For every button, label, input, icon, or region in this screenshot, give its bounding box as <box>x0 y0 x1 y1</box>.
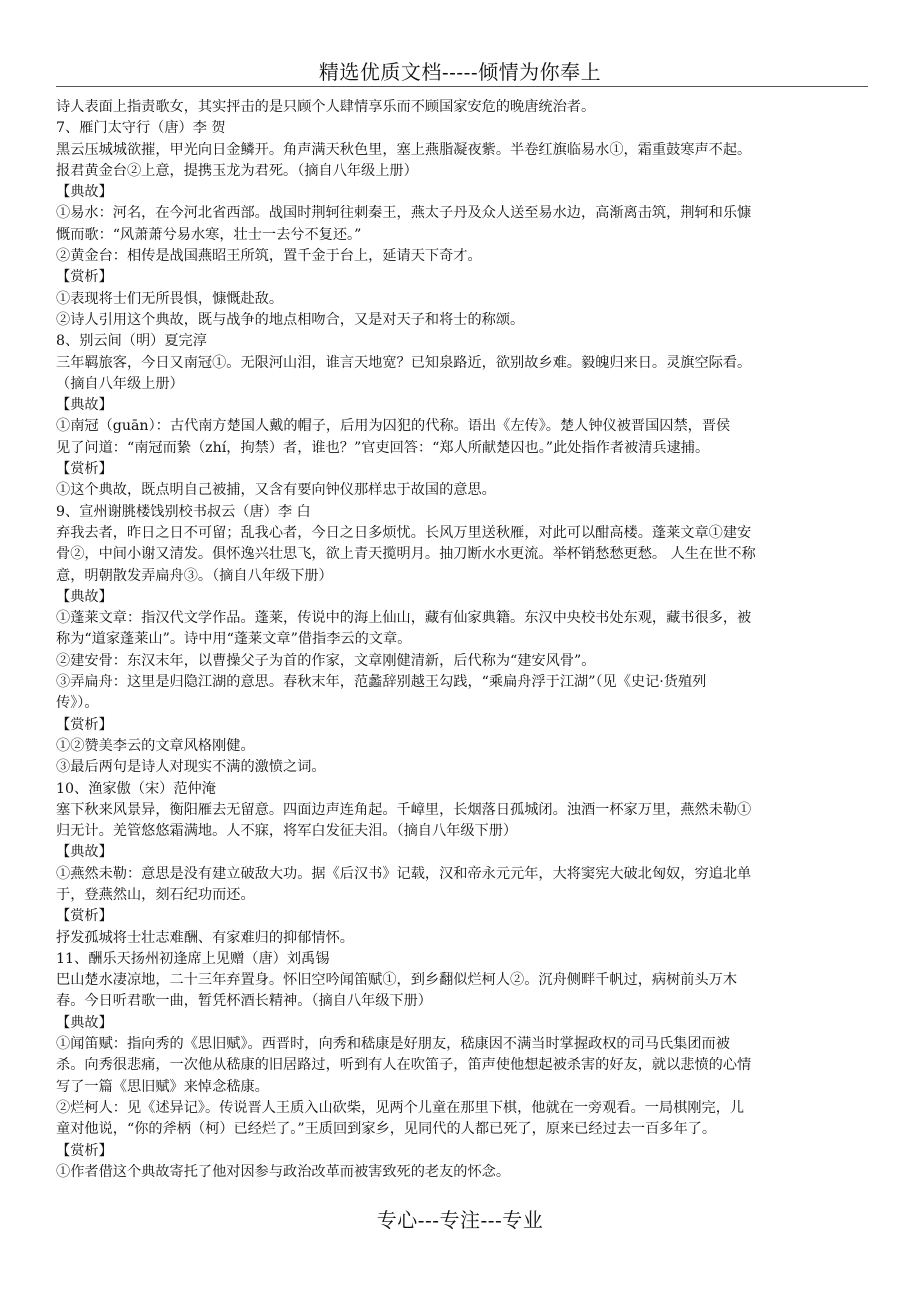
page-footer-text: 专心---专注---专业 <box>376 1208 544 1232</box>
text-line: ①表现将士们无所畏惧，慷慨赴敌。 <box>56 290 284 307</box>
text-line: 童对他说，“你的斧柄（柯）已经烂了。”王质回到家乡，见同代的人都已死了，原来已经过去一百多年了。 <box>56 1121 717 1138</box>
text-line: 【典故】 <box>56 844 113 861</box>
text-line: ②黄金台：相传是战国燕昭王所筑，置千金于台上，延请天下奇才。 <box>56 248 482 265</box>
text-line: 传》）。 <box>56 695 99 712</box>
text-line: 意，明朝散发弄扁舟③。（摘自八年级下册） <box>56 567 333 584</box>
text-line: ①南冠（guān）：古代南方楚国人戴的帽子，后用为囚犯的代称。语出《左传》。楚人钟仪被晋国囚禁，晋侯 <box>56 418 731 435</box>
text-line: 黑云压城城欲摧，甲光向日金鳞开。角声满天秋色里，塞上燕脂凝夜紫。半卷红旗临易水①，霜重鼓寒声不起。 <box>56 141 752 158</box>
text-line: （摘自八年级上册） <box>56 375 184 392</box>
text-line: ②烂柯人：见《述异记》。传说晋人王质入山砍柴，见两个儿童在那里下棋，他就在一旁观看。一局棋刚完，儿 <box>56 1099 745 1116</box>
text-line: 【赏析】 <box>56 716 113 733</box>
text-line: ③最后两句是诗人对现实不满的激愤之词。 <box>56 759 326 776</box>
text-line: 归无计。羌管悠悠霜满地。人不寐，将军白发征夫泪。（摘自八年级下册） <box>56 823 518 840</box>
document-body <box>56 97 868 1183</box>
text-line: 三年羁旅客，今日又南冠①。无限河山泪，谁言天地宽？已知泉路近，欲别故乡难。毅魄归来日。灵旗空际看。 <box>56 354 752 371</box>
text-line: 春。今日听君歌一曲，暂凭杯酒长精神。（摘自八年级下册） <box>56 993 432 1010</box>
text-line: 抒发孤城将士壮志难酬、有家难归的抑郁情怀。 <box>56 929 354 946</box>
text-line: ②建安骨：东汉末年，以曹操父子为首的作家，文章刚健清新，后代称为“建安风骨”。 <box>56 652 596 669</box>
text-line: ①作者借这个典故寄托了他对因参与政治改革而被害致死的老友的怀念。 <box>56 1163 511 1180</box>
text-line: 【典故】 <box>56 397 113 414</box>
text-line: 【赏析】 <box>56 269 113 286</box>
text-line: 【赏析】 <box>56 908 113 925</box>
header-divider <box>56 86 868 87</box>
text-line: ①易水：河名，在今河北省西部。战国时荆轲往刺秦王，燕太子丹及众人送至易水边，高渐离击筑，荆轲和乐慷 <box>56 205 752 222</box>
text-line: 见了问道：“南冠而絷（zhí，拘禁）者，谁也？”官吏回答：“郑人所献楚囚也。”此处指作者被清兵逮捕。 <box>56 439 710 456</box>
page-header-title: 精选优质文档-----倾情为你奉上 <box>318 60 602 84</box>
text-line: 【典故】 <box>56 1014 113 1031</box>
text-line: ①燕然未勒：意思是没有建立破敌大功。据《后汉书》记载，汉和帝永元元年，大将窦宪大破北匈奴，穷追北单 <box>56 865 752 882</box>
text-line: 塞下秋来风景异，衡阳雁去无留意。四面边声连角起。千嶂里，长烟落日孤城闭。浊酒一杯家万里，燕然未勒① <box>56 801 752 818</box>
text-line: 【赏析】 <box>56 461 113 478</box>
text-line: 杀。向秀很悲痛，一次他从嵇康的旧居路过，听到有人在吹笛子，笛声使他想起被杀害的好友，就以悲愤的心情 <box>56 1057 752 1074</box>
text-line: 骨②，中间小谢又清发。俱怀逸兴壮思飞，欲上青天揽明月。抽刀断水水更流。举杯销愁愁更愁。 人生在世不称 <box>56 546 756 563</box>
text-line: ③弄扁舟：这里是归隐江湖的意思。春秋末年，范蠡辞别越王勾践，“乘扁舟浮于江湖”（见《史记·货殖列 <box>56 674 707 691</box>
text-line: 报君黄金台②上意，提携玉龙为君死。（摘自八年级上册） <box>56 162 418 179</box>
text-line: 诗人表面上指责歌女，其实抨击的是只顾个人肆情享乐而不顾国家安危的晚唐统治者。 <box>56 99 596 115</box>
text-line: 11、酬乐天扬州初逢席上见赠（唐）刘禹锡 <box>56 950 330 967</box>
text-line: 【赏析】 <box>56 1142 113 1159</box>
text-line: ①闻笛赋：指向秀的《思旧赋》。西晋时，向秀和嵇康是好朋友，嵇康因不满当时掌握政权的司马氏集团而被 <box>56 1036 730 1053</box>
text-line: ②诗人引用这个典故，既与战争的地点相吻合，又是对天子和将士的称颂。 <box>56 311 525 328</box>
text-line: 【典故】 <box>56 184 113 201</box>
text-line: ①②赞美李云的文章风格刚健。 <box>56 737 255 754</box>
text-line: 于，登燕然山，刻石纪功而还。 <box>56 886 255 903</box>
text-line: 10、渔家傲（宋）范仲淹 <box>56 780 216 797</box>
text-line: 7、雁门太守行（唐）李 贺 <box>56 120 226 137</box>
text-line: 写了一篇《思旧赋》来悼念嵇康。 <box>56 1078 269 1095</box>
text-line: 8、别云间（明）夏完淳 <box>56 333 207 350</box>
text-line: 弃我去者，昨日之日不可留；乱我心者，今日之日多烦忧。长风万里送秋雁，对此可以酣高楼。蓬莱文章①建安 <box>56 524 752 541</box>
text-line: 巴山楚水凄凉地，二十三年弃置身。怀旧空吟闻笛赋①，到乡翻似烂柯人②。沉舟侧畔千帆过，病树前头万木 <box>56 972 738 989</box>
text-line: ①蓬莱文章：指汉代文学作品。蓬莱，传说中的海上仙山，藏有仙家典籍。东汉中央校书处东观，藏书很多，被 <box>56 610 752 627</box>
text-line: 9、宣州谢朓楼饯别校书叔云（唐）李 白 <box>56 503 311 520</box>
text-line: ①这个典故，既点明自己被捕，又含有要向钟仪那样忠于故国的意思。 <box>56 482 496 499</box>
text-line: 称为“道家蓬莱山”。诗中用“蓬莱文章”借指李云的文章。 <box>56 631 412 648</box>
text-line: 慨而歌：“风萧萧兮易水寒，壮士一去兮不复还。” <box>56 226 362 243</box>
text-line: 【典故】 <box>56 588 113 605</box>
